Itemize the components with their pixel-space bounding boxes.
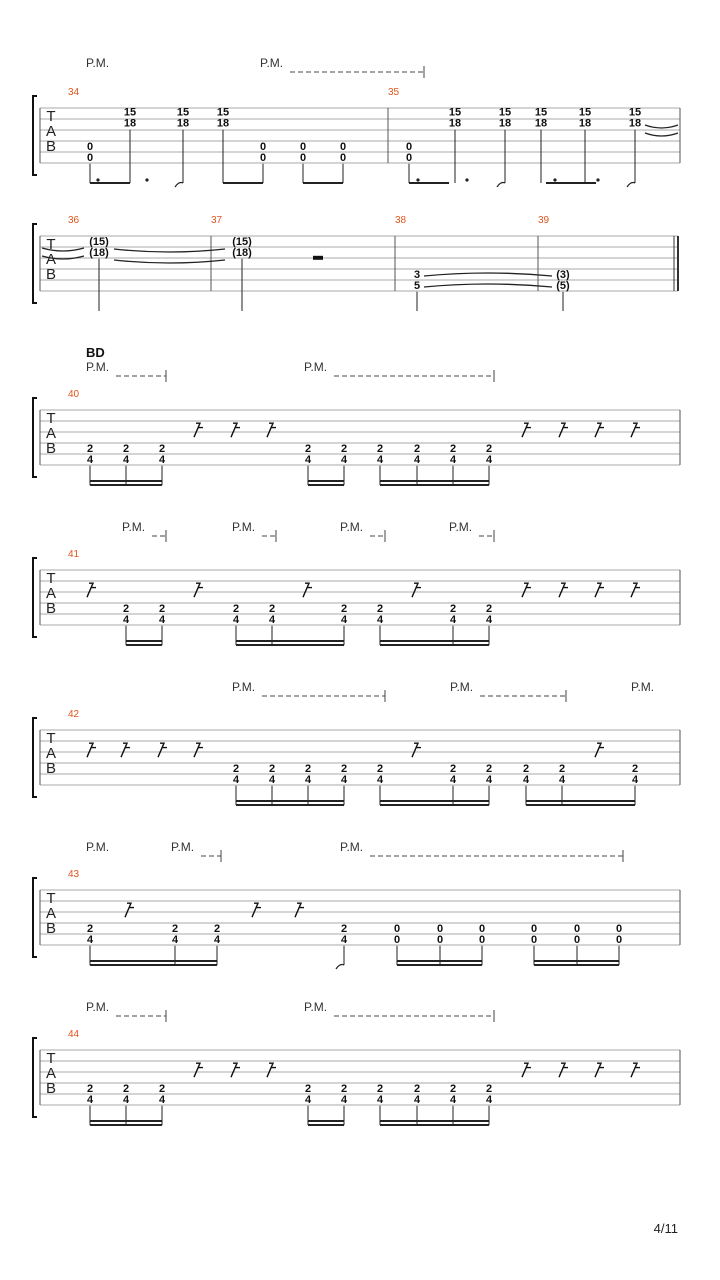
sixteenth-rest <box>121 743 130 757</box>
measure-number: 34 <box>68 87 80 98</box>
palm-mute-label: P.M. <box>86 56 110 70</box>
sixteenth-rest <box>158 743 167 757</box>
tab-clef-letter: A <box>45 123 57 140</box>
palm-mute-label: P.M. <box>304 360 328 374</box>
fret-number: 2 <box>158 602 166 615</box>
fret-number: 15 <box>578 106 592 119</box>
measure-number: 36 <box>68 215 80 226</box>
fret-number: 0 <box>615 933 623 946</box>
tab-clef-letter: B <box>45 920 57 937</box>
fret-number: 4 <box>376 773 384 786</box>
fret-number: 4 <box>232 613 240 626</box>
system-brace <box>33 878 37 957</box>
fret-number: 0 <box>573 922 581 935</box>
sixteenth-rest <box>412 583 421 597</box>
fret-number: 15 <box>216 106 230 119</box>
tab-clef-letter: T <box>46 570 56 587</box>
fret-number: 15 <box>448 106 462 119</box>
tab-clef-letter: A <box>45 425 57 442</box>
sixteenth-rest <box>125 903 134 917</box>
fret-number: 4 <box>340 1093 348 1106</box>
fret-number: 4 <box>171 933 179 946</box>
fret-number: 4 <box>485 453 493 466</box>
measure-number: 41 <box>68 549 80 560</box>
tab-clef-letter: A <box>45 745 57 762</box>
tab-clef-letter: B <box>45 1080 57 1097</box>
system-4 <box>33 520 680 645</box>
fret-number: 15 <box>628 106 642 119</box>
fret-number: 0 <box>299 140 307 153</box>
fret-number: 2 <box>86 1082 94 1095</box>
sixteenth-rest <box>631 423 640 437</box>
sixteenth-rest <box>252 903 261 917</box>
duration-dot <box>553 178 556 181</box>
fret-number: 0 <box>259 140 267 153</box>
fret-number: 2 <box>449 1082 457 1095</box>
fret-number: 2 <box>485 762 493 775</box>
fret-number: 2 <box>485 1082 493 1095</box>
measure-number: 39 <box>538 215 550 226</box>
fret-number: 18 <box>216 117 230 130</box>
fret-number: 2 <box>158 1082 166 1095</box>
fret-number: 2 <box>449 602 457 615</box>
tab-clef-letter: A <box>45 251 57 268</box>
fret-number: 4 <box>522 773 530 786</box>
fret-number: 0 <box>86 140 94 153</box>
fret-number: 2 <box>213 922 221 935</box>
fret-number: 4 <box>213 933 221 946</box>
fret-number: 0 <box>405 151 413 164</box>
measure-number: 44 <box>68 1029 80 1040</box>
fret-number: 5 <box>413 279 421 292</box>
tab-clef-letter: B <box>45 138 57 155</box>
tie <box>645 133 678 136</box>
palm-mute-label: P.M. <box>232 680 256 694</box>
system-brace <box>33 398 37 477</box>
fret-number: (3) <box>556 268 570 281</box>
fret-number: 4 <box>158 1093 166 1106</box>
tab-clef-letter: T <box>46 108 56 125</box>
fret-number: 2 <box>376 442 384 455</box>
tab-clef-letter: T <box>46 236 56 253</box>
fret-number: 2 <box>268 762 276 775</box>
fret-number: 2 <box>86 922 94 935</box>
note-flag <box>497 183 505 188</box>
measure-number: 37 <box>211 215 223 226</box>
tab-clef-letter: A <box>45 905 57 922</box>
sixteenth-rest <box>194 1063 203 1077</box>
system-1 <box>33 56 680 187</box>
fret-number: 4 <box>340 453 348 466</box>
fret-number: 0 <box>86 151 94 164</box>
fret-number: 4 <box>449 1093 457 1106</box>
fret-number: 0 <box>339 140 347 153</box>
fret-number: 4 <box>158 453 166 466</box>
page-number: 4/11 <box>653 1221 678 1236</box>
fret-number: 4 <box>122 453 130 466</box>
tie <box>424 273 552 276</box>
fret-number: 15 <box>534 106 548 119</box>
fret-number: 2 <box>304 1082 312 1095</box>
fret-number: 2 <box>340 922 348 935</box>
palm-mute-label: P.M. <box>86 840 110 854</box>
sixteenth-rest <box>559 583 568 597</box>
fret-number: 0 <box>299 151 307 164</box>
fret-number: (18) <box>232 246 252 259</box>
fret-number: 4 <box>304 1093 312 1106</box>
fret-number: 2 <box>558 762 566 775</box>
fret-number: 2 <box>631 762 639 775</box>
fret-number: 4 <box>558 773 566 786</box>
fret-number: 2 <box>122 602 130 615</box>
sixteenth-rest <box>194 583 203 597</box>
system-2 <box>33 215 678 311</box>
fret-number: 2 <box>340 762 348 775</box>
fret-number: 18 <box>534 117 548 130</box>
sixteenth-rest <box>522 583 531 597</box>
palm-mute-label: P.M. <box>171 840 195 854</box>
sixteenth-rest <box>522 1063 531 1077</box>
tab-clef-letter: A <box>45 1065 57 1082</box>
fret-number: 0 <box>436 933 444 946</box>
fret-number: 2 <box>340 442 348 455</box>
sixteenth-rest <box>595 423 604 437</box>
fret-number: 2 <box>86 442 94 455</box>
palm-mute-label: P.M. <box>340 840 364 854</box>
fret-number: 2 <box>449 442 457 455</box>
palm-mute-label: P.M. <box>340 520 364 534</box>
sixteenth-rest <box>559 1063 568 1077</box>
system-7 <box>33 1000 680 1125</box>
sixteenth-rest <box>559 423 568 437</box>
fret-number: 4 <box>158 613 166 626</box>
system-6 <box>33 840 680 969</box>
measure-number: 35 <box>388 87 400 98</box>
fret-number: 0 <box>393 933 401 946</box>
fret-number: 2 <box>304 442 312 455</box>
fret-number: 18 <box>578 117 592 130</box>
measure-number: 40 <box>68 389 80 400</box>
fret-number: (5) <box>556 279 570 292</box>
fret-number: 4 <box>340 773 348 786</box>
fret-number: 4 <box>376 613 384 626</box>
section-label: BD <box>86 345 105 360</box>
fret-number: 4 <box>376 453 384 466</box>
note-flag <box>175 183 183 188</box>
fret-number: 2 <box>171 922 179 935</box>
system-5 <box>33 680 680 805</box>
measure-number: 38 <box>395 215 407 226</box>
sixteenth-rest <box>631 1063 640 1077</box>
system-brace <box>33 558 37 637</box>
fret-number: 0 <box>436 922 444 935</box>
duration-dot <box>596 178 599 181</box>
duration-dot <box>96 178 99 181</box>
tab-clef-letter: B <box>45 600 57 617</box>
fret-number: 2 <box>449 762 457 775</box>
duration-dot <box>145 178 148 181</box>
tie <box>114 260 225 263</box>
fret-number: 2 <box>485 602 493 615</box>
system-3 <box>33 345 680 485</box>
whole-rest <box>313 256 323 260</box>
fret-number: 2 <box>340 602 348 615</box>
fret-number: 2 <box>158 442 166 455</box>
fret-number: 0 <box>478 933 486 946</box>
sixteenth-rest <box>194 423 203 437</box>
measure-number: 42 <box>68 709 80 720</box>
fret-number: 2 <box>122 442 130 455</box>
fret-number: 4 <box>304 453 312 466</box>
sixteenth-rest <box>194 743 203 757</box>
tab-clef-letter: B <box>45 266 57 283</box>
fret-number: 4 <box>485 773 493 786</box>
palm-mute-label: P.M. <box>260 56 284 70</box>
palm-mute-label: P.M. <box>450 680 474 694</box>
fret-number: 4 <box>268 773 276 786</box>
fret-number: 15 <box>123 106 137 119</box>
fret-number: 18 <box>123 117 137 130</box>
fret-number: 4 <box>413 1093 421 1106</box>
fret-number: 15 <box>176 106 190 119</box>
fret-number: 2 <box>376 762 384 775</box>
fret-number: 18 <box>448 117 462 130</box>
fret-number: 4 <box>86 1093 94 1106</box>
sixteenth-rest <box>231 1063 240 1077</box>
fret-number: 3 <box>413 268 421 281</box>
fret-number: (15) <box>232 235 252 248</box>
tab-clef-letter: B <box>45 760 57 777</box>
fret-number: 4 <box>413 453 421 466</box>
fret-number: 2 <box>376 1082 384 1095</box>
fret-number: 4 <box>232 773 240 786</box>
note-flag <box>627 183 635 188</box>
palm-mute-label: P.M. <box>631 680 655 694</box>
fret-number: 0 <box>573 933 581 946</box>
fret-number: 2 <box>485 442 493 455</box>
fret-number: 15 <box>498 106 512 119</box>
fret-number: 0 <box>530 933 538 946</box>
sixteenth-rest <box>595 743 604 757</box>
fret-number: 0 <box>615 922 623 935</box>
sixteenth-rest <box>595 1063 604 1077</box>
palm-mute-label: P.M. <box>232 520 256 534</box>
palm-mute-label: P.M. <box>449 520 473 534</box>
tab-clef-letter: T <box>46 730 56 747</box>
duration-dot <box>416 178 419 181</box>
system-brace <box>33 1038 37 1117</box>
tab-clef-letter: T <box>46 1050 56 1067</box>
sixteenth-rest <box>87 743 96 757</box>
fret-number: 0 <box>478 922 486 935</box>
tab-clef-letter: B <box>45 440 57 457</box>
sixteenth-rest <box>412 743 421 757</box>
fret-number: 2 <box>376 602 384 615</box>
sixteenth-rest <box>231 423 240 437</box>
fret-number: 4 <box>631 773 639 786</box>
fret-number: 0 <box>405 140 413 153</box>
fret-number: 0 <box>259 151 267 164</box>
fret-number: 0 <box>339 151 347 164</box>
fret-number: 4 <box>485 613 493 626</box>
tie <box>424 284 552 287</box>
tab-clef-letter: A <box>45 585 57 602</box>
sixteenth-rest <box>295 903 304 917</box>
fret-number: 4 <box>122 1093 130 1106</box>
fret-number: (15) <box>89 235 109 248</box>
system-brace <box>33 224 37 303</box>
sixteenth-rest <box>267 1063 276 1077</box>
fret-number: 4 <box>485 1093 493 1106</box>
fret-number: 4 <box>86 933 94 946</box>
fret-number: 0 <box>530 922 538 935</box>
system-brace <box>33 96 37 175</box>
palm-mute-label: P.M. <box>304 1000 328 1014</box>
fret-number: 4 <box>449 613 457 626</box>
fret-number: (18) <box>89 246 109 259</box>
sixteenth-rest <box>303 583 312 597</box>
fret-number: 4 <box>449 453 457 466</box>
fret-number: 2 <box>122 1082 130 1095</box>
sixteenth-rest <box>595 583 604 597</box>
fret-number: 4 <box>376 1093 384 1106</box>
fret-number: 4 <box>340 933 348 946</box>
fret-number: 4 <box>304 773 312 786</box>
fret-number: 4 <box>86 453 94 466</box>
fret-number: 4 <box>340 613 348 626</box>
fret-number: 0 <box>393 922 401 935</box>
tie <box>645 125 678 128</box>
fret-number: 18 <box>176 117 190 130</box>
fret-number: 2 <box>413 442 421 455</box>
tab-clef-letter: T <box>46 410 56 427</box>
sixteenth-rest <box>267 423 276 437</box>
sixteenth-rest <box>631 583 640 597</box>
fret-number: 2 <box>232 602 240 615</box>
fret-number: 4 <box>122 613 130 626</box>
fret-number: 4 <box>449 773 457 786</box>
palm-mute-label: P.M. <box>86 1000 110 1014</box>
fret-number: 2 <box>413 1082 421 1095</box>
system-brace <box>33 718 37 797</box>
sixteenth-rest <box>87 583 96 597</box>
fret-number: 18 <box>498 117 512 130</box>
measure-number: 43 <box>68 869 80 880</box>
palm-mute-label: P.M. <box>86 360 110 374</box>
fret-number: 2 <box>268 602 276 615</box>
duration-dot <box>465 178 468 181</box>
fret-number: 2 <box>522 762 530 775</box>
fret-number: 2 <box>340 1082 348 1095</box>
tie <box>114 249 225 252</box>
fret-number: 2 <box>304 762 312 775</box>
fret-number: 2 <box>232 762 240 775</box>
fret-number: 18 <box>628 117 642 130</box>
sixteenth-rest <box>522 423 531 437</box>
tab-clef-letter: T <box>46 890 56 907</box>
note-flag <box>336 965 344 970</box>
palm-mute-label: P.M. <box>122 520 146 534</box>
fret-number: 4 <box>268 613 276 626</box>
